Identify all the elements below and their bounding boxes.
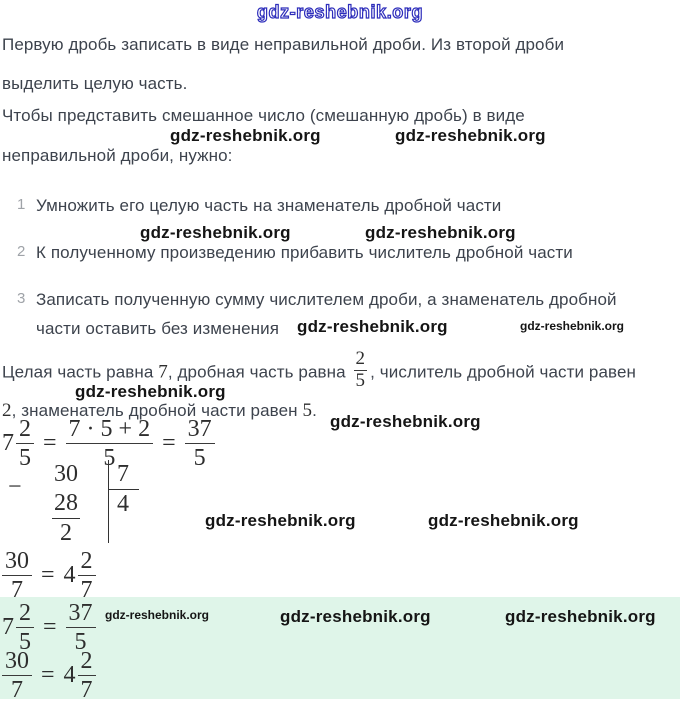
fraction-numerator: 30: [2, 548, 32, 576]
site-watermark-blue: gdz-reshebnik.org: [256, 2, 424, 22]
fraction-numerator: 2: [16, 600, 34, 628]
fraction: [2, 648, 32, 704]
fraction-numerator: 2: [16, 416, 34, 444]
improper-to-mixed-formula: [2, 548, 96, 604]
equals-sign: =: [43, 614, 57, 641]
numerator-value: 2: [2, 400, 12, 421]
fraction: [78, 648, 96, 704]
fraction-numerator: 30: [2, 648, 32, 676]
fraction-denominator: 7: [11, 677, 23, 704]
step-number: 2: [17, 243, 26, 260]
fraction-numerator: 2: [355, 348, 366, 369]
equals-sign: =: [41, 562, 55, 589]
equals-sign: =: [162, 430, 176, 457]
fraction: [185, 416, 215, 472]
site-watermark: gdz-reshebnik.org: [330, 412, 481, 431]
subtracted-product: 28: [52, 489, 80, 519]
fraction-denominator: 5: [19, 445, 31, 472]
explanation-text: Целая часть равна: [2, 362, 159, 382]
fraction-denominator: 7: [80, 677, 93, 704]
fraction: [354, 349, 368, 391]
summary-formula-2: [2, 648, 96, 704]
whole-part: 4: [63, 662, 76, 689]
whole-part: 4: [63, 562, 76, 589]
whole-part: 7: [2, 430, 14, 457]
step-number: 1: [17, 196, 26, 213]
intro-line-4: неправильной дроби, нужно:: [2, 146, 233, 165]
equals-sign: =: [43, 430, 57, 457]
intro-line-3: Чтобы представить смешанное число (смешанную дробь) в виде: [2, 106, 525, 125]
fraction-denominator: 5: [103, 445, 116, 472]
denominator-value: 5: [302, 400, 313, 421]
site-watermark: gdz-reshebnik.org: [140, 223, 291, 242]
site-watermark: gdz-reshebnik.org: [297, 317, 448, 336]
whole-part-value: 7: [158, 361, 168, 383]
fraction-numerator: 7 · 5 + 2: [66, 416, 154, 444]
intro-line-1: Первую дробь записать в виде неправильной дроби. Из второй дроби: [2, 35, 565, 54]
site-watermark: gdz-reshebnik.org: [280, 607, 431, 626]
division-left-column: [52, 460, 80, 548]
mixed-number: [64, 548, 96, 604]
fraction: [78, 548, 96, 604]
whole-part: 7: [2, 614, 14, 641]
quotient: 4: [117, 491, 129, 517]
site-watermark: gdz-reshebnik.org: [395, 126, 546, 145]
mixed-number: [64, 648, 96, 704]
site-watermark: gdz-reshebnik.org: [170, 126, 321, 145]
long-division: [8, 460, 139, 548]
step-text: Записать полученную сумму числителем дроби, а знаменатель дробной: [36, 290, 617, 309]
fraction-denominator: 5: [74, 629, 87, 656]
site-watermark: gdz-reshebnik.org: [205, 511, 356, 530]
site-watermark: gdz-reshebnik.org: [75, 382, 226, 401]
explanation-text: , дробная часть равна: [167, 362, 351, 382]
fraction-denominator: 5: [19, 629, 31, 656]
fraction-numerator: 37: [66, 600, 96, 628]
step-text: К полученному произведению прибавить числитель дробной части: [36, 243, 573, 262]
step-text-continued: части оставить без изменения: [36, 319, 280, 338]
site-watermark-small: gdz-reshebnik.org: [520, 319, 625, 333]
site-watermark: gdz-reshebnik.org: [365, 223, 516, 242]
explanation-text: .: [312, 401, 317, 420]
dividend: 30: [54, 461, 78, 487]
explanation-text: , числитель дробной части равен: [370, 362, 636, 382]
minus-sign: −: [8, 474, 22, 500]
fraction-denominator: 7: [11, 577, 23, 604]
step-text: Умножить его целую часть на знаменатель дробной части: [36, 196, 502, 215]
site-watermark: gdz-reshebnik.org: [428, 511, 579, 530]
site-watermark-small: gdz-reshebnik.org: [105, 608, 210, 622]
divisor: 7: [109, 460, 139, 490]
fraction-numerator: 2: [78, 548, 96, 576]
explanation-text: , знаменатель дробной части равен: [11, 401, 303, 420]
fraction-denominator: 5: [355, 369, 366, 391]
fraction-denominator: 7: [80, 577, 93, 604]
site-watermark: gdz-reshebnik.org: [505, 607, 656, 626]
division-right-column: [108, 460, 139, 543]
equals-sign: =: [41, 662, 55, 689]
intro-line-2: выделить целую часть.: [2, 74, 188, 93]
step-number: 3: [17, 290, 26, 307]
fraction-denominator: 5: [193, 445, 206, 472]
remainder: 2: [60, 520, 72, 546]
fraction: [2, 548, 32, 604]
fraction-numerator: 37: [185, 416, 215, 444]
fraction-numerator: 2: [78, 648, 96, 676]
